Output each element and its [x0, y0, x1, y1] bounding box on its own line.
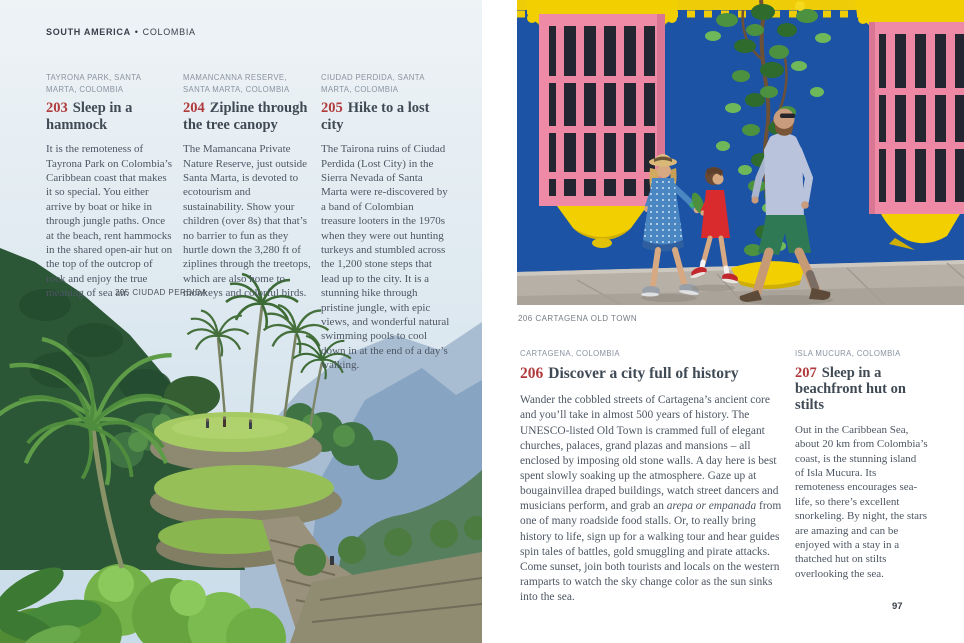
article-body: The Mamancana Private Nature Reserve, just outside Santa Marta, is devoted to ecotourism and sustainability. Show your children (over 8s) that that’s no barrier to fun as they hurtle down the 3,280 ft of ziplines through the treetops, which are also home to monkeys and colorful birds. [183, 143, 311, 300]
article-title-text: Sleep in a hammock [46, 100, 133, 133]
photo-caption-ciudad-perdida: 205 CIUDAD PERDIDA [115, 288, 208, 297]
article-number: 207 [795, 364, 817, 381]
article-body: The Tairona ruins of Ciudad Perdida (Lost City) in the Sierra Nevada of Santa Marta were re-discovered by a band of Colombian treasure looters in the 1970s when they were out hunting turkeys and stumbled across the 1,200 stone steps that lead up to the city. It is a stunning hike through pristine jungle, with epic views, and wonderful natural swimming pools to cool down in at the end of a day’s walking. [321, 143, 450, 372]
article-203 [46, 72, 174, 301]
pink-window-right [869, 22, 964, 250]
article-title-text: Sleep in a beachfront hut on stilts [795, 364, 906, 414]
article-body: It is the remoteness of Tayrona Park on Colombia’s Caribbean coast that makes it so special. You either arrive by boat or hike in through jungle paths. Once at the beach, rent hammocks in the shared open-air hut on the top of the outcrop of rock and enjoy the true meaning of sea air. [46, 143, 173, 300]
canopy-tree [164, 376, 220, 416]
article-title-text: Zipline through the tree canopy [183, 100, 308, 133]
article-title [321, 100, 451, 133]
article-kicker: CIUDAD PERDIDA, SANTA MARTA, COLOMBIA [321, 73, 425, 94]
article-title-text: Hike to a lost city [321, 100, 430, 133]
article-number: 206 [520, 364, 544, 382]
article-kicker: ISLA MUCURA, COLOMBIA [795, 349, 901, 358]
article-title [795, 365, 928, 414]
article-kicker: MAMANCANNA RESERVE, SANTA MARTA, COLOMBIA [183, 73, 290, 94]
region-label: SOUTH AMERICA [46, 27, 131, 37]
article-number: 205 [321, 100, 343, 117]
article-205 [321, 72, 451, 373]
article-number: 203 [46, 100, 68, 117]
article-body [520, 393, 784, 605]
article-204 [183, 72, 311, 301]
body-text: Wander the cobbled streets of Cartagena’s ancient core and you’ll take in almost 500 years of history. The UNESCO-listed Old Town is crammed full of elegant churches, palaces, grand plazas and mansions – all enclosed by imposing old stone walls. A day here is best spent slowly soaking up the atmosphere. Gaze up at bougainvillea draped buildings, watch street dancers and musicians perform, and grab an [520, 394, 779, 513]
article-title-text: Discover a city full of history [548, 364, 739, 382]
article-kicker: TAYRONA PARK, SANTA MARTA, COLOMBIA [46, 73, 141, 94]
photo-caption-cartagena: 206 CARTAGENA OLD TOWN [518, 314, 638, 323]
yellow-flower [795, 1, 805, 11]
right-page [482, 0, 964, 643]
article-207 [795, 348, 928, 581]
body-text: from one of many roadside food stalls. Or, to really bring history to life, sign up for a walking tour and hear guides spin tales of battles, gold smuggling and pirate attacks. Come sunset, join both tourists and locals on the western ramparts to watch the sky change color as the sun sinks into the sea. [520, 500, 782, 604]
article-title [46, 100, 174, 133]
header-bullet: • [134, 27, 139, 37]
page-number: 97 [892, 601, 903, 612]
article-title [183, 100, 311, 133]
country-label: COLOMBIA [142, 27, 196, 37]
article-kicker: CARTAGENA, COLOMBIA [520, 349, 620, 358]
section-header [46, 27, 196, 37]
article-number: 204 [183, 100, 205, 117]
article-206 [520, 348, 784, 605]
cartagena-photo [517, 0, 964, 305]
article-title [520, 365, 784, 383]
article-body: Out in the Caribbean Sea, about 20 km from Colombia’s coast, is the stunning island of Isla Mucura. Its remoteness encourages sea-life, so there’s excellent snorkeling. By night, the stars are amazing and can be enjoyed with a stay in a thatched hut on stilts overlooking the sea. [795, 423, 928, 580]
body-italic-phrase: arepa or empanada [666, 500, 757, 513]
